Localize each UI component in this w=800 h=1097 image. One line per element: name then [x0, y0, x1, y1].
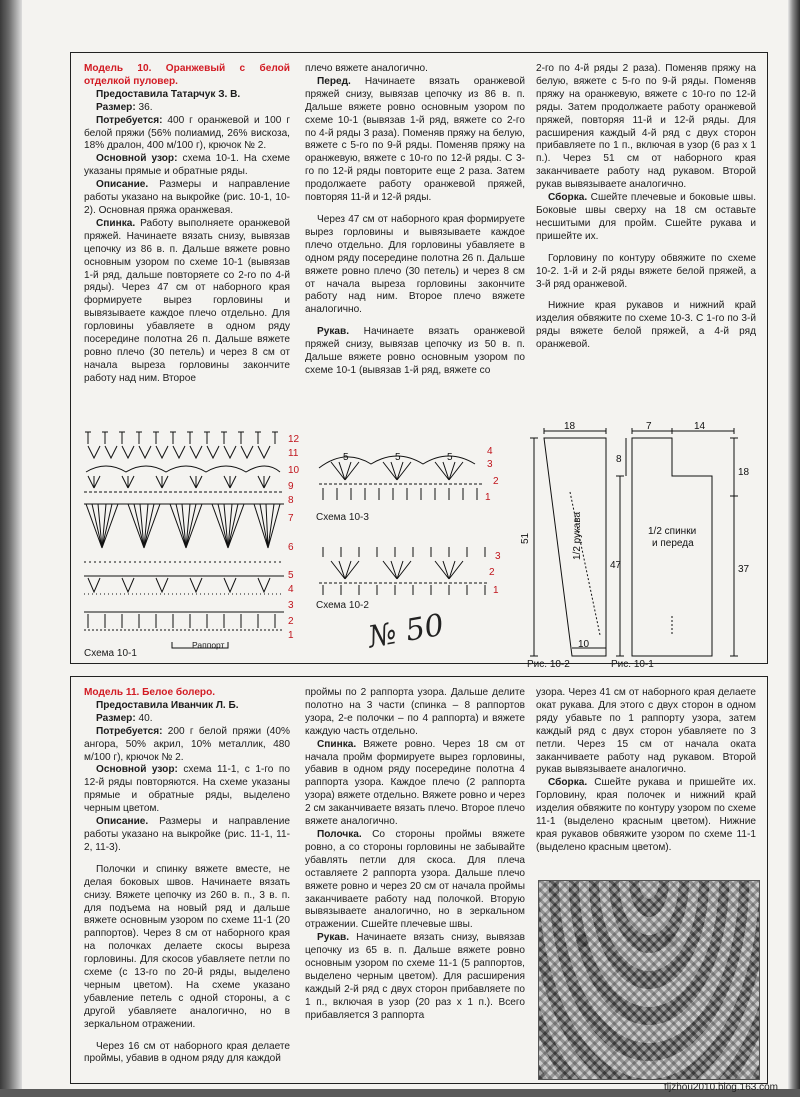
model-11-armholes-continued: проймы по 2 раппорта узора. Дальше делите полотно на 3 части (спинка – 8 раппортов узора, 2-е полочки – по 4 раппорта) и вяжете каждую часть отдельно. [305, 687, 525, 737]
repeat-count: 5 [395, 452, 401, 463]
model-10-sleeve-continued: 2-го по 4-й ряды 2 раза). Поменяв пряжу на белую, вяжете с 5-го по 9-й ряды. Поменяв пряжу на оранжевую, вяжете с 10-го по 12-й ряды. Затем продолжаете работу оранжевой пряжей, повторяя 11-й и 12-й ряды. Для расширения каждый 4-й ряд с двух сторон прибавляете по 1 п., включая в узор (6 раз х 1 п.). Через 51 см от наборного края заканчиваете работу над рукавом. Второй рукав вывязываете аналогично. [536, 63, 756, 191]
model-11-column-2 [305, 687, 525, 1023]
model-10-column-1 [84, 63, 290, 386]
body-label-line-1: 1/2 спинки [648, 526, 697, 537]
dimension-37: 37 [738, 564, 750, 575]
model-10-assembly: Сборка. Сшейте плечевые и боковые швы. Боковые швы сверху на 18 см оставьте несшитыми для пройм. Сшейте рукава и пришейте их. [536, 192, 756, 242]
row-number: 4 [288, 584, 294, 595]
figure-10-2-caption: Рис. 10-2 [527, 659, 570, 670]
model-11-column-3 [536, 687, 756, 855]
scheme-10-1-diagram [80, 428, 310, 658]
repeat-count: 5 [343, 452, 349, 463]
model-11-author: Предоставила Иванчик Л. Б. [96, 699, 239, 711]
row-number: 12 [288, 434, 300, 445]
scheme-10-3-caption: Схема 10-3 [316, 512, 369, 523]
lace-sample-photo [538, 880, 760, 1080]
fan [383, 561, 411, 579]
row-11-stitches [88, 446, 270, 458]
dimension-51: 51 [520, 532, 531, 544]
fan [435, 462, 463, 480]
row-number: 1 [493, 585, 499, 596]
row-number: 7 [288, 513, 294, 524]
sleeve-length-dimension [530, 438, 538, 656]
sleeve-label: 1/2 рукава [572, 511, 583, 560]
row-number: 1 [288, 630, 294, 641]
model-11-column-1 [84, 687, 290, 1066]
dimension-18-armhole: 18 [738, 467, 750, 478]
dimension-8: 8 [616, 454, 622, 465]
row-number: 10 [288, 465, 300, 476]
model-11-requirements: Потребуется: 200 г белой пряжи (40% ангора, 50% акрил, 10% металлик, 480 м/100 г), крючок № 2. [84, 725, 290, 763]
dimension-18: 18 [564, 421, 576, 432]
model-10-title: Модель 10. Оранжевый с белой отделкой пуловер. [84, 63, 290, 87]
model-10-back-continued: плечо вяжете аналогично. [305, 63, 428, 74]
model-11-title: Модель 11. Белое болеро. [84, 687, 216, 698]
base-stitches [323, 488, 477, 500]
model-11-size: Размер: 40. [96, 712, 153, 724]
row-number: 1 [485, 492, 491, 503]
model-11-armholes: Через 16 см от наборного края делаете проймы, убавив в одном ряду для каждой [84, 1040, 290, 1065]
model-10-bottom-edging: Нижние края рукавов и нижний край изделия обвяжите по схеме 10-3. С 1-го по 3-й ряды вяжете белой пряжей, а 4-й ряд оранжевой. [536, 300, 756, 351]
rows-5-1-stitches [84, 562, 284, 630]
scheme-10-2-drawing [315, 545, 505, 597]
fan [383, 462, 411, 480]
rapport-label: Раппорт [192, 640, 225, 650]
row-number: 2 [489, 567, 495, 578]
model-11-pattern: Основной узор: схема 11-1, с 1-го по 12-й ряды повторяются. На схеме указаны прямые и обратные ряды, выделено черным цветом. [84, 764, 290, 815]
body-right-dimensions [730, 438, 738, 656]
dimension-10: 10 [578, 639, 590, 650]
scheme-10-3-drawing [315, 440, 505, 515]
model-10-column-2 [305, 63, 525, 378]
fan [331, 462, 359, 480]
row-10-arches [86, 466, 280, 472]
handwritten-mark: № 50 [365, 607, 447, 656]
row-number: 3 [288, 600, 294, 611]
pattern-figures-drawing [520, 420, 760, 660]
model-10-back: Спинка. Работу выполняете оранжевой пряжей. Начинаете вязать снизу, вывязав цепочку из 86 в. п. Дальше вяжете ровно основным узором по схеме 10-1 (вывязав 1-й ряд, дальше повторяете со 2-го по 4-й ряды). Через 47 см от наборного края формируете вырез горловины и вывязываете каждое плечо отдельно. Для горловины убавляете в одном ряду посередине полотна 26 п. Дальше вяжете ровно плечо (30 петель) и через 8 см от начала выреза горловины закончите работу над ним. Второе [84, 217, 290, 384]
model-10-column-3 [536, 63, 756, 352]
fan [435, 561, 463, 579]
scheme-10-2-row-numbers [489, 551, 501, 596]
model-10-sleeve: Рукав. Начинаете вязать оранжевой пряжей снизу, вывязав цепочку из 50 в. п. Дальше вяжете ровно основным узором по схеме 10-1 (вывязав 1-й ряд, вяжете со [305, 326, 525, 376]
model-10-author: Предоставила Татарчук З. В. [96, 88, 241, 100]
scheme-10-1-drawing [80, 428, 310, 658]
scheme-10-2-caption: Схема 10-2 [316, 600, 369, 611]
watermark-url: tljzhou2010.blog.163.com [664, 1082, 778, 1093]
rows-7-6-fans [84, 504, 284, 548]
model-10-size: Размер: 36. [96, 101, 153, 113]
scheme-10-2-diagram [315, 545, 505, 597]
model-10-front-neck: Через 47 см от наборного края формируете вырез горловины и вывязываете каждое плечо отдельно. Для горловины убавляете в одном ряду посередине полотна 26 п. Дальше вяжете ровно плечо (30 петель) и через 8 см от начала выреза горловины закончите работу над ним. Второе плечо вяжете аналогично. [305, 213, 525, 316]
scan-edge-left [0, 0, 22, 1097]
row-number: 11 [288, 448, 299, 459]
scheme-10-1-row-numbers [288, 434, 300, 641]
row-12-stitches [85, 432, 278, 444]
model-10-neck-edging: Горловину по контуру обвяжите по схеме 10-2. 1-й и 2-й ряды вяжете белой пряжей, а 3-й ряд оранжевой. [536, 252, 756, 290]
scheme-10-1-caption: Схема 10-1 [84, 648, 137, 659]
model-11-sleeve-continued: узора. Через 41 см от наборного края делаете окат рукава. Для этого с двух сторон в одном ряду убавьте по 1 раппорту узора, затем каждый ряд с двух сторон убавляете по 3 петли. Через 15 см от начала оката заканчиваете работу над рукавом. Второй рукав вывязываете аналогично. [536, 687, 756, 776]
model-10-description: Описание. Размеры и направление работы указано на выкройке (рис. 10-1, 10-2). Основная пряжа оранжевая. [84, 179, 290, 216]
row-number: 4 [487, 446, 493, 457]
body-label-line-2: и переда [652, 538, 694, 549]
row-number: 3 [495, 551, 501, 562]
model-11-body: Полочки и спинку вяжете вместе, не делая боковых швов. Начинаете вязать снизу. Вяжете цепочку из 260 в. п., 3 в. п. для подъема на новый ряд и дальше вяжете основным узором по схеме 11-1 (20 раппортов). Через 8 см от наборного края на полочках делаете скосы выреза горловины. Для скосов убавляете петли по схеме (с 13-го по 20-й ряды, выделено черным цветом). На схеме указано убавление петель с одной стороны, а с другой убавляете аналогично, но в зеркальном отражении. [84, 863, 290, 1030]
model-11-front: Полочка. Со стороны проймы вяжете ровно, а со стороны горловины не забывайте убавлять петли для скоса. Для плеча оставляете 2 раппорта узора. Дальше плечо вяжете ровно и через 20 см от начала проймы заканчиваете работу над полочкой. Вторую вывязываете аналогично, но в зеркальном отражении. Сшейте плечевые швы. [305, 828, 525, 931]
row-number: 2 [493, 476, 499, 487]
top-stitches [323, 547, 485, 557]
scan-edge-right [788, 0, 800, 1097]
row-number: 5 [288, 570, 294, 581]
row-9-fans [88, 476, 270, 488]
model-11-assembly: Сборка. Сшейте рукава и пришейте их. Горловину, края полочек и нижний край изделия обвяжите по контуру узором по схеме 11-1 (выделено красным цветом). Нижние края рукавов обвяжите узором по схеме 11-1 (выделено красным цветом). [536, 777, 756, 853]
fan [331, 561, 359, 579]
scheme-10-3-row-numbers [485, 446, 499, 503]
row-number: 9 [288, 481, 294, 492]
row-number: 8 [288, 495, 294, 506]
model-11-back: Спинка. Вяжете ровно. Через 18 см от начала пройм формируете вырез горловины, убавив в одном ряду посередине полотна 4 раппорта узора. Каждое плечо (2 раппорта узора) вяжете отдельно. Вяжете ровно и через 2 см заканчиваете вязать плечо. Второе плечо вяжете аналогично. [305, 738, 525, 828]
row-number: 3 [487, 459, 493, 470]
dimension-7: 7 [646, 421, 652, 432]
model-11-description: Описание. Размеры и направление работы указано на выкройке (рис. 11-1, 11-2, 11-3). [84, 816, 290, 853]
dimension-47: 47 [610, 560, 622, 571]
model-10-requirements: Потребуется: 400 г оранжевой и 100 г белой пряжи (56% полиамид, 26% вискоза, 18% дралон, 400 м/100 г), крючок № 2. [84, 114, 290, 152]
model-10-pattern: Основной узор: схема 10-1. На схеме указаны прямые и обратные ряды. [84, 153, 290, 178]
row-number: 2 [288, 616, 294, 627]
row-number: 6 [288, 542, 294, 553]
model-10-front: Перед. Начинаете вязать оранжевой пряжей снизу, вывязав цепочку из 86 в. п. Дальше вяжете ровно основным узором по схеме 10-1 (вывязав 1-й ряд, вяжете со 2-го по 4-й ряды 3 раза). Поменяв пряжу на белую, вяжете с 5-го по 9-й ряды. Поменяв пряжу на оранжевую, вяжете с 10-го по 12-й ряды. С 3-го по 12-й ряды повторите еще 2 раза. Затем продолжаете работу оранжевой пряжей, повторяя 11-й и 12-й ряды. [305, 75, 525, 204]
pattern-figures [520, 420, 760, 660]
scheme-10-3-diagram [315, 440, 505, 515]
figure-10-1-caption: Рис. 10-1 [611, 659, 654, 670]
model-11-sleeve: Рукав. Начинаете вязать снизу, вывязав цепочку из 65 в. п. Дальше вяжете ровно основным узором по схеме 11-1 (5 раппортов, выделено черным цветом). Для расширения каждый 2-й ряд с двух сторон прибавляете по 1 п., включая в узор (20 раз х 1 п.). Всего прибавляется 3 раппорта [305, 932, 525, 1021]
dimension-14: 14 [694, 421, 706, 432]
base-stitches [323, 585, 485, 595]
repeat-count: 5 [447, 452, 453, 463]
